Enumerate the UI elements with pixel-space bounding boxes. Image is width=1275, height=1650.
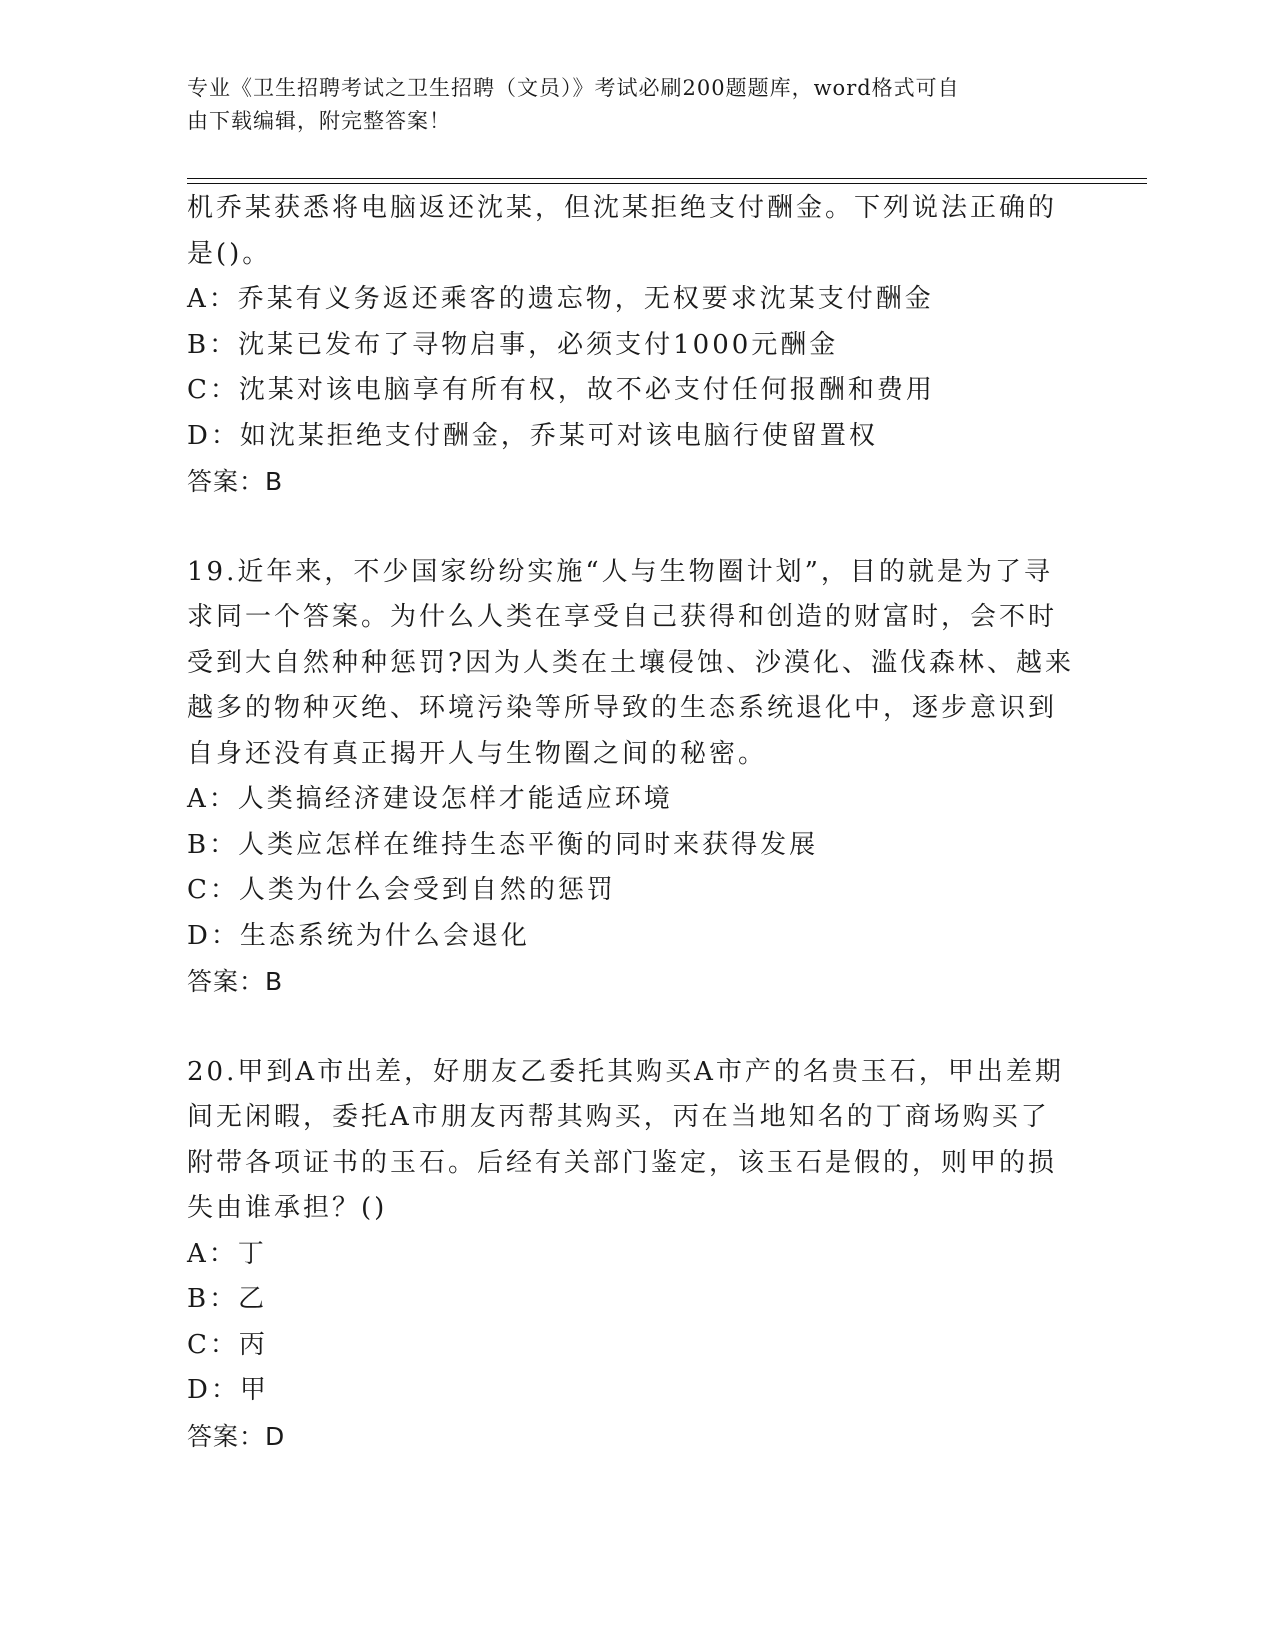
question-stem-line: 附带各项证书的玉石。后经有关部门鉴定，该玉石是假的，则甲的损 [187, 1147, 1058, 1178]
answer-line: 答案：B [187, 467, 284, 496]
option-d: D：如沈某拒绝支付酬金，乔某可对该电脑行使留置权 [187, 420, 878, 451]
question-18 [187, 186, 1067, 505]
question-stem-line: 越多的物种灭绝、环境污染等所导致的生态系统退化中，逐步意识到 [187, 693, 1058, 723]
answer-line: 答案：B [187, 967, 284, 996]
answer-line: 答案：D [187, 1421, 286, 1451]
question-stem-line: 机乔某获悉将电脑返还沈某，但沈某拒绝支付酬金。下列说法正确的 [187, 193, 1058, 223]
document-body [187, 186, 1074, 1459]
question-stem-line: 19.近年来，不少国家纷纷实施“人与生物圈计划”，目的就是为了寻 [187, 556, 1053, 587]
question-stem-line: 自身还没有真正揭开人与生物圈之间的秘密。 [187, 738, 768, 769]
header-rule-top [187, 178, 1147, 179]
header-rule-bottom [187, 183, 1147, 184]
question-stem-line: 求同一个答案。为什么人类在享受自己获得和创造的财富时，会不时 [187, 602, 1058, 632]
question-20 [187, 1050, 1067, 1460]
option-a: A：丁 [187, 1238, 267, 1269]
document-header [187, 72, 1067, 138]
question-stem-line: 间无闲暇，委托A市朋友丙帮其购买，丙在当地知名的丁商场购买了 [187, 1102, 1050, 1132]
question-stem-line: 20.甲到A市出差，好朋友乙委托其购买A市产的名贵玉石，甲出差期 [187, 1056, 1064, 1087]
question-stem-line: 是()。 [187, 238, 272, 269]
option-a: A：乔某有义务返还乘客的遗忘物，无权要求沈某支付酬金 [187, 284, 934, 314]
option-c: C：沈某对该电脑享有所有权，故不必支付任何报酬和费用 [187, 375, 935, 405]
option-c: C：丙 [187, 1329, 268, 1360]
option-b: B：沈某已发布了寻物启事，必须支付1000元酬金 [187, 329, 839, 360]
option-b: B：乙 [187, 1284, 268, 1314]
option-c: C：人类为什么会受到自然的惩罚 [187, 875, 616, 905]
option-d: D：生态系统为什么会退化 [187, 920, 530, 951]
question-stem-line: 失由谁承担？() [187, 1193, 388, 1223]
question-stem-line: 受到大自然种种惩罚?因为人类在土壤侵蚀、沙漠化、滥伐森林、越来 [187, 647, 1074, 678]
option-b: B：人类应怎样在维持生态平衡的同时来获得发展 [187, 829, 819, 860]
option-a: A：人类搞经济建设怎样才能适应环境 [187, 784, 673, 814]
header-line-1: 专业《卫生招聘考试之卫生招聘（文员）》考试必刷200题题库，word格式可自 [187, 76, 960, 100]
option-d: D：甲 [187, 1375, 269, 1405]
header-line-2: 由下载编辑，附完整答案！ [187, 109, 451, 133]
question-19 [187, 550, 1074, 1005]
